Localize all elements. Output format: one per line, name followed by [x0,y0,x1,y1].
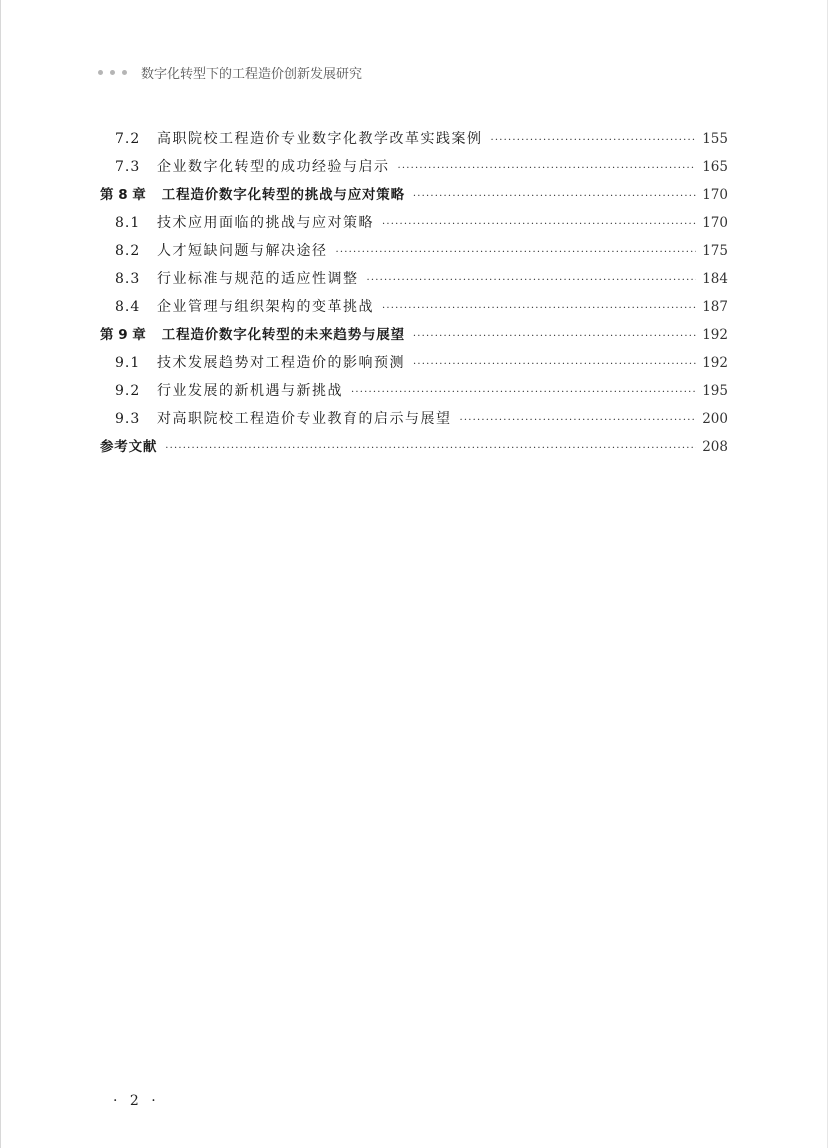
toc-section-title: 高职院校工程造价专业数字化教学改革实践案例 [157,131,483,147]
header-dot [122,70,127,75]
toc-entry[interactable] [100,377,728,405]
header-dot [110,70,115,75]
running-header [98,62,362,82]
toc-section-number: 9.1 [115,355,141,371]
toc-chapter-entry[interactable] [100,181,728,209]
toc-section-title: 行业发展的新机遇与新挑战 [157,383,343,399]
toc-leader-dots [165,435,696,463]
toc-section-number: 7.3 [115,159,141,175]
table-of-contents [100,125,728,461]
toc-page-number: 165 [702,159,728,175]
toc-chapter-entry[interactable] [100,321,728,349]
toc-entry[interactable] [100,405,728,433]
toc-entry[interactable] [100,237,728,265]
book-title: 数字化转型下的工程造价创新发展研究 [141,66,363,82]
toc-entry[interactable] [100,125,728,153]
toc-page-number: 170 [702,187,728,203]
toc-entry[interactable] [100,349,728,377]
toc-section-number: 9.3 [115,411,141,427]
toc-leader-dots [460,407,697,435]
toc-leader-dots [413,323,696,351]
toc-chapter-number: 第 9 章 [100,327,146,343]
toc-section-number: 8.4 [115,299,141,315]
toc-section-number: 8.3 [115,271,141,287]
toc-section-title: 企业数字化转型的成功经验与启示 [157,159,390,175]
toc-chapter-number: 第 8 章 [100,187,146,203]
toc-page-number: 184 [702,271,728,287]
toc-page-number: 170 [702,215,728,231]
toc-leader-dots [491,127,697,155]
toc-page-number: 200 [702,411,728,427]
toc-section-title: 技术发展趋势对工程造价的影响预测 [157,355,405,371]
toc-leader-dots [413,183,696,211]
page-number-footer: · 2 · [113,1093,160,1109]
toc-references-entry[interactable] [100,433,728,461]
header-dots-ornament [98,70,127,75]
toc-references-title: 参考文献 [100,439,158,455]
toc-entry[interactable] [100,209,728,237]
toc-page-number: 187 [702,299,728,315]
toc-page-number: 192 [702,327,728,343]
toc-page-number: 155 [702,131,728,147]
toc-entry[interactable] [100,293,728,321]
toc-section-number: 7.2 [115,131,141,147]
toc-chapter-title: 工程造价数字化转型的挑战与应对策略 [161,187,405,203]
toc-page-number: 192 [702,355,728,371]
toc-section-title: 人才短缺问题与解决途径 [157,243,328,259]
toc-page-number: 195 [702,383,728,399]
toc-leader-dots [382,295,696,323]
toc-page-number: 175 [702,243,728,259]
toc-section-title: 行业标准与规范的适应性调整 [157,271,359,287]
toc-leader-dots [367,267,697,295]
toc-section-title: 对高职院校工程造价专业教育的启示与展望 [157,411,452,427]
toc-section-title: 企业管理与组织架构的变革挑战 [157,299,374,315]
toc-entry[interactable] [100,153,728,181]
toc-leader-dots [398,155,697,183]
toc-section-number: 8.1 [115,215,141,231]
header-dot [98,70,103,75]
toc-leader-dots [336,239,697,267]
toc-chapter-title: 工程造价数字化转型的未来趋势与展望 [161,327,405,343]
toc-section-number: 8.2 [115,243,141,259]
toc-section-title: 技术应用面临的挑战与应对策略 [157,215,374,231]
toc-leader-dots [351,379,696,407]
toc-section-number: 9.2 [115,383,141,399]
toc-leader-dots [382,211,696,239]
toc-leader-dots [413,351,696,379]
toc-page-number: 208 [702,439,728,455]
toc-entry[interactable] [100,265,728,293]
